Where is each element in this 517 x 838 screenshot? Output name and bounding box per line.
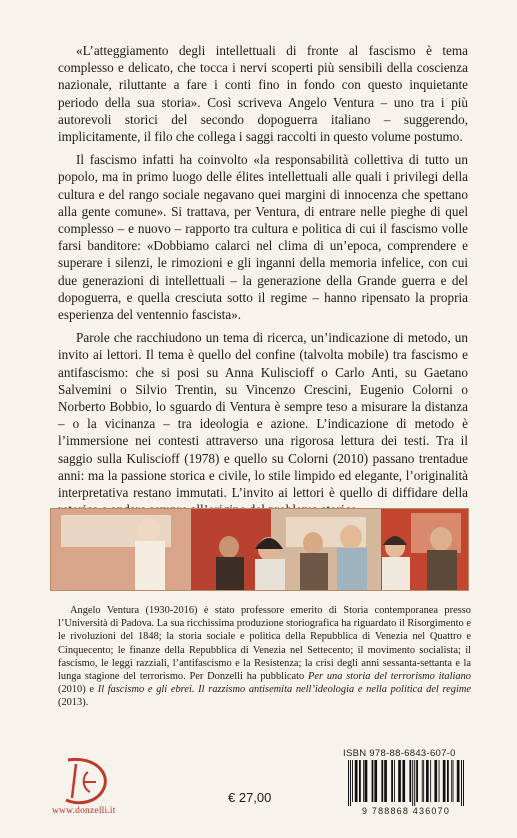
book-title-terrorismo: Per una storia del terrorismo italiano: [308, 671, 471, 683]
author-bio-tail: (2013).: [58, 697, 89, 709]
cover-painting: [50, 508, 469, 591]
price: € 27,00: [228, 790, 272, 805]
blurb-paragraph-1: «L’atteggiamento degli intellettuali di fronte al fascismo è tema complesso e delicato, che tocca i nervi scoperti più sensibili della coscienza nazionale, riluttante a fare i conti fino in fondo con questo inquietante periodo della sua storia». Così scriveva Angelo Ventura – uno tra i più autorevoli storici del secondo dopoguerra italiano – suggerendo, implicitamente, il filo che collega i saggi raccolti in questo volume postumo.: [58, 43, 468, 145]
author-bio: [58, 604, 471, 710]
author-bio-separator: (2010) e: [58, 684, 98, 696]
blurb-paragraph-2: Il fascismo infatti ha coinvolto «la responsabilità collettiva di tutto un popolo, ma in primo luogo delle élites intellettuali alle quali i privilegi della cultura e del rango sociale negavano quei margini di innocenza che spettano alla gente comune». Si trattava, per Ventura, di entrare nelle pieghe di quel complesso – e nuovo – rapporto tra cultura e politica di cui il fascismo volle farsi banditore: «Dobbiamo calarci nel clima di un’epoca, comprendere e superare i silenzi, le rimozioni e gli inganni della memoria infelice, con cui due generazioni di intellettuali – la generazione della Grande guerra e del dopoguerra, e quella cresciuta sotto il regime – hanno ripensato la propria esperienza del ventennio fascista».: [58, 152, 468, 323]
author-bio-paragraph: [58, 604, 471, 710]
isbn-barcode: [346, 760, 470, 806]
publisher-url: www.donzelli.it: [52, 806, 116, 816]
blurb-text: [58, 42, 468, 524]
book-title-fascismo-ebrei: Il fascismo e gli ebrei. Il razzismo antisemita nell’ideologia e nella politica del regime: [97, 684, 471, 696]
isbn-label: ISBN 978-88-6843-607-0: [343, 748, 456, 759]
barcode-digits: 9 788868 436070: [361, 806, 451, 816]
blurb-paragraph-3: Parole che racchiudono un tema di ricerca, un’indicazione di metodo, un invito ai lettori. Il tema è quello del confine (talvolta mobile) tra fascismo e antifascismo: che si posi su Anna Kuliscioff o Carlo Anti, su Gaetano Salvemini o Silvio Trentin, su Vincenzo Crescini, Eugenio Colorni o Norberto Bobbio, lo sguardo di Ventura è sempre teso a misurare la distanza – o la vicinanza – tra ideologia e azione. L’indicazione di metodo è l’immersione nei contesti attraverso una rigorosa lettura dei testi. Tra il saggio sulla Kuliscioff (1978) e quello su Colorni (2010) passano trentadue anni: ma la passione storica e civile, lo stile limpido ed elegante, l’originalità interpretativa restano immutati. L’invito ai lettori è quello di diffidare della: [58, 330, 468, 501]
author-bio-intro: Angelo Ventura (1930-2016) è stato professore emerito di Storia contemporanea presso l’Università di Padova. La sua ricchissima produzione storiografica ha riguardato il Risorgimento e le rivoluzioni del 1848; la storia sociale e politica della Repubblica di Venezia nel Quattro e Cinquecento; le finanze della Repubblica di Venezia nel Settecento; il movimento socialista; il fascismo, le leggi razziali, l’antifascismo e la Resistenza; la crisi degli anni sessanta-settanta e la lunga stagione del terrorismo. Per Donzelli ha pubblicato: [58, 605, 471, 683]
donzelli-logo-icon: [58, 752, 116, 812]
